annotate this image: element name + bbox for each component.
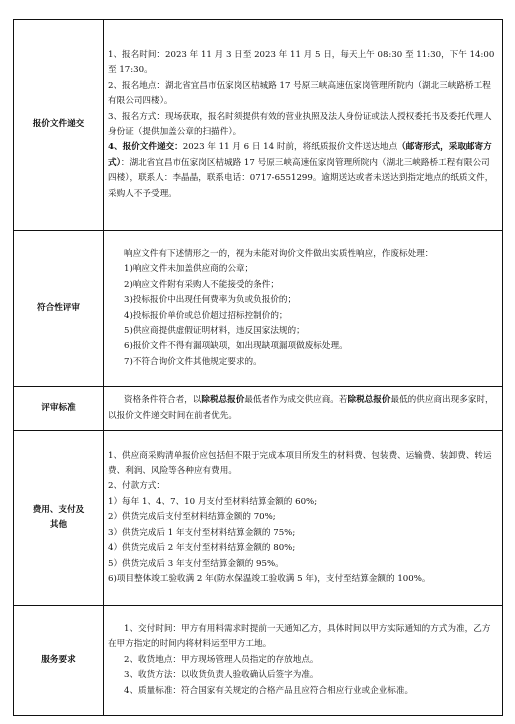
submission-content <box>104 20 503 231</box>
submission-deadline <box>108 140 498 202</box>
service-content <box>104 606 503 716</box>
criteria-text-part: 最低的供应商出现多家时，以报价文件递交时间在前者优先。 <box>108 395 494 421</box>
registration-place: 2、报名地点：湖北省宜昌市伍家岗区桔城路 17 号原三峡高速伍家岗管理所院内（湖北三峡路桥工程有限公司四楼）。 <box>108 80 491 107</box>
requirements-table <box>13 19 503 716</box>
header-line: 其他 <box>49 520 68 530</box>
compliance-item: 7)不符合询价文件其他规定要求的。 <box>124 356 262 367</box>
payment-item: 4）供货完成后 2 年支付至材料结算金额的 80%; <box>108 543 296 554</box>
payment-content <box>104 431 503 606</box>
compliance-content <box>104 231 503 387</box>
service-item: 1、交付时间：甲方有用料需求时提前一天通知乙方，具体时间以甲方实际通知的方式为准，乙方在甲方指定的时间内将材料运至甲方工地。 <box>108 623 491 650</box>
row-header-compliance: 符合性评审 <box>14 231 104 387</box>
row-criteria <box>14 387 503 431</box>
compliance-item: 6)报价文件不得有漏项缺项，如出现缺项漏项做废标处理。 <box>124 341 348 352</box>
row-submission <box>14 20 503 231</box>
payment-method-title: 2、付款方式： <box>108 481 166 492</box>
service-item: 4、质量标准：符合国家有关规定的合格产品且应符合相应行业或企业标准。 <box>124 685 414 696</box>
registration-method: 3、报名方式：现场获取，报名时须提供有效的营业执照及法人身份证或法人授权委托书及委托代理人身份证（提供加盖公章的扫描件）。 <box>108 111 492 137</box>
row-payment <box>14 431 503 606</box>
compliance-intro: 响应文件有下述情形之一的，视为未能对询价文件做出实质性响应，作废标处理： <box>124 248 434 259</box>
compliance-item: 5)供应商提供虚假证明材料，违反国家法规的； <box>124 325 305 336</box>
compliance-item: 4)投标报价单价或总价超过招标控制价的； <box>124 310 288 321</box>
row-compliance <box>14 231 503 387</box>
service-item: 2、收货地点：甲方现场管理人员指定的存放地点。 <box>124 654 319 665</box>
service-item: 3、收货方法：以收货负责人验收确认后签字为准。 <box>124 670 319 681</box>
tax-excluded-price-term: 除税总报价 <box>347 395 391 406</box>
compliance-item: 1)响应文件未加盖供应商的公章； <box>124 264 254 275</box>
compliance-item: 3)投标报价中出现任何费率为负或负报价的； <box>124 295 297 306</box>
header-line: 费用、支付及 <box>32 504 85 515</box>
registration-time: 1、报名时间：2023 年 11 月 3 日至 2023 年 11 月 5 日，每天上午 08:30 至 11:30，下午 14:00 至 17:30。 <box>108 49 495 76</box>
criteria-text-part: 最低者作为成交供应商。若 <box>244 395 348 406</box>
criteria-text <box>108 393 498 424</box>
payment-item: 1）每年 1、4、7、10 月支付至材料结算金额的 60%; <box>108 496 318 507</box>
row-service <box>14 606 503 716</box>
deadline-text: 2023 年 11 月 6 日 14 时前，将纸质报价文件送达地点 <box>182 142 398 153</box>
compliance-item: 2)响应文件附有采购人不能接受的条件； <box>124 279 279 290</box>
payment-item: 6)项目整体竣工验收满 2 年(防水保温竣工验收满 5 年)，支付至结算金额的 100%。 <box>108 573 431 584</box>
deadline-label: 4、报价文件递交： <box>108 142 183 153</box>
payment-item: 2）供货完成后支付至材料结算金额的 70%; <box>108 512 276 523</box>
payment-item: 3）供货完成后 1 年支付至材料结算金额的 75%; <box>108 527 296 538</box>
fee-scope: 1、供应商采购清单报价应包括但不限于完成本项目所发生的材料费、包装费、运输费、装卸费、转运费、利润、风险等各种应有费用。 <box>108 450 492 477</box>
criteria-text-part: 资格条件符合者，以 <box>124 395 202 406</box>
deadline-address: ：湖北省宜昌市伍家岗区桔城路 17 号原三峡高速伍家岗管理所院内（湖北三峡路桥工程有限公司四楼），联系人：李晶晶，联系电话：0717-6551299。逾期送达或者未送达到指定地点的纸质文件，采购人不予受理。 <box>108 157 494 199</box>
row-header-service: 服务要求 <box>14 606 104 716</box>
row-header-submission: 报价文件递交 <box>14 20 104 231</box>
payment-item: 5）供货完成后 3 年支付至结算金额的 95%。 <box>108 558 284 569</box>
mail-method-note: （邮寄形式，采取邮寄方式） <box>108 142 492 168</box>
criteria-content <box>104 387 503 431</box>
row-header-payment <box>14 431 104 606</box>
tax-excluded-price-term: 除税总报价 <box>201 395 245 406</box>
row-header-criteria: 评审标准 <box>14 387 104 431</box>
